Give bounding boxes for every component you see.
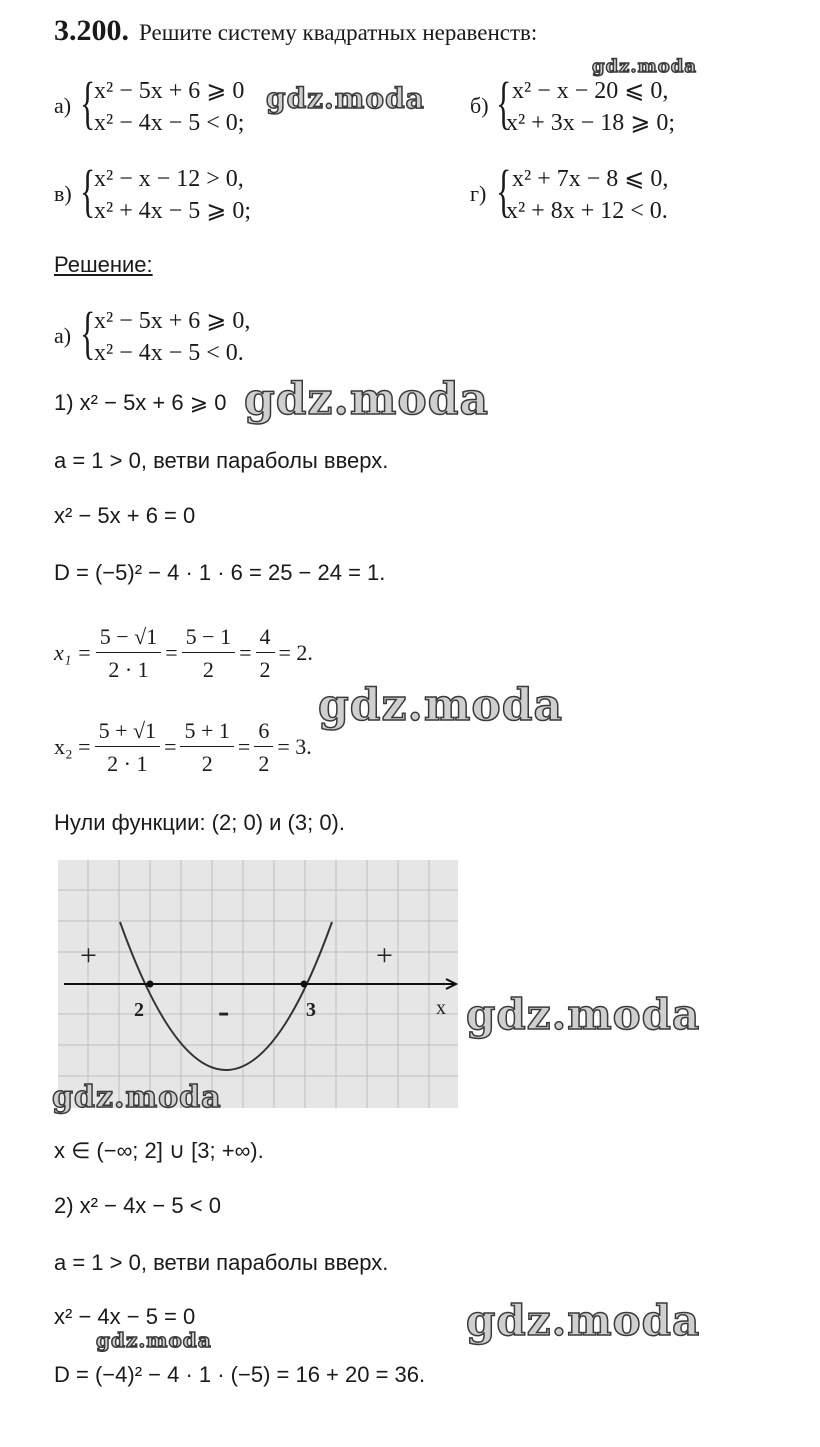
numerator: 6 [254,718,273,747]
equals-sign: = [164,734,177,759]
sign-plus-left: + [80,939,97,972]
root-point [301,981,308,988]
denominator: 2 [259,656,271,682]
root-label: 3 [306,999,316,1021]
brace: { [80,158,96,223]
inequality: x² + 4x − 5 ⩾ 0; [94,198,252,224]
denominator: 2 · 1 [108,656,149,682]
watermark: gdz.moda [592,56,697,77]
fraction [256,624,275,683]
watermark: gdz.moda [52,1080,222,1115]
watermark: gdz.moda [466,1296,701,1345]
inequality: x² − 4x − 5 < 0; [94,110,245,136]
equation-2: x² − 4x − 5 = 0 [54,1304,196,1329]
root-label: 2 [134,999,144,1021]
watermark: gdz.moda [244,374,490,425]
function-zeros: Нули функции: (2; 0) и (3; 0). [54,810,345,835]
watermark: gdz.moda [318,680,564,731]
discriminant-1: D = (−5)² − 4 · 1 · 6 = 25 − 24 = 1. [54,560,386,585]
denominator: 2 · 1 [107,750,148,776]
leading-coefficient-1: a = 1 > 0, ветви параболы вверх. [54,448,389,473]
inequality: x² − 4x − 5 < 0. [94,340,244,366]
equals-sign: = [237,734,251,759]
equation-1: x² − 5x + 6 = 0 [54,503,196,528]
fraction [96,624,161,683]
system-label: б) [470,93,489,118]
solution-system-a [54,300,414,370]
root-x1 [54,618,313,688]
axis-label: x [436,997,446,1019]
numerator: 5 + 1 [180,718,233,747]
interval-1: x ∈ (−∞; 2] ∪ [3; +∞). [54,1138,264,1163]
system-b [470,70,770,140]
root-lhs: x₂ = [54,734,91,759]
numerator: 5 + √1 [95,718,160,747]
equals-sign: = [165,640,178,665]
numerator: 4 [256,624,275,653]
brace: { [80,300,96,365]
brace: { [496,70,512,135]
inequality: x² − 5x + 6 ⩾ 0 [94,78,245,104]
system-label: а) [54,323,72,348]
system-d [470,158,770,228]
parabola-graph [58,860,458,1108]
solution-heading: Решение: [54,252,153,277]
sign-plus-right: + [376,939,393,972]
root-lhs: x₁ = [54,640,92,665]
fraction [95,718,160,777]
inequality: x² − 5x + 6 ⩾ 0, [94,308,251,334]
task-number: 3.200. [54,14,129,47]
root-result: = 2. [278,640,313,665]
denominator: 2 [202,656,214,682]
system-label: в) [54,181,72,206]
inequality: x² + 8x + 12 < 0. [506,198,668,224]
watermark: gdz.moda [266,82,425,115]
brace: { [80,70,96,135]
fraction [182,624,235,683]
step-1: 1) x² − 5x + 6 ⩾ 0 [54,390,227,415]
equals-sign: = [239,640,252,665]
step-2: 2) x² − 4x − 5 < 0 [54,1193,221,1218]
system-label: г) [470,181,487,206]
system-label: а) [54,93,72,118]
denominator: 2 [201,750,213,776]
root-point [147,981,154,988]
brace: { [496,158,512,223]
denominator: 2 [258,750,270,776]
discriminant-2: D = (−4)² − 4 · 1 · (−5) = 16 + 20 = 36. [54,1362,426,1387]
root-x2 [54,712,312,782]
sign-minus: - [218,993,230,1030]
inequality: x² − x − 12 > 0, [94,166,244,192]
watermark: gdz.moda [96,1328,212,1352]
root-result: = 3. [277,734,312,759]
task-statement: Решите систему квадратных неравенств: [139,20,538,45]
inequality: x² + 7x − 8 ⩽ 0, [512,166,669,192]
leading-coefficient-2: a = 1 > 0, ветви параболы вверх. [54,1250,389,1275]
system-c [54,158,414,228]
numerator: 5 − √1 [96,624,161,653]
inequality: x² + 3x − 18 ⩾ 0; [506,110,676,136]
fraction [254,718,273,777]
task-header [54,14,537,48]
fraction [180,718,233,777]
numerator: 5 − 1 [182,624,235,653]
watermark: gdz.moda [466,990,701,1039]
inequality: x² − x − 20 ⩽ 0, [512,78,669,104]
